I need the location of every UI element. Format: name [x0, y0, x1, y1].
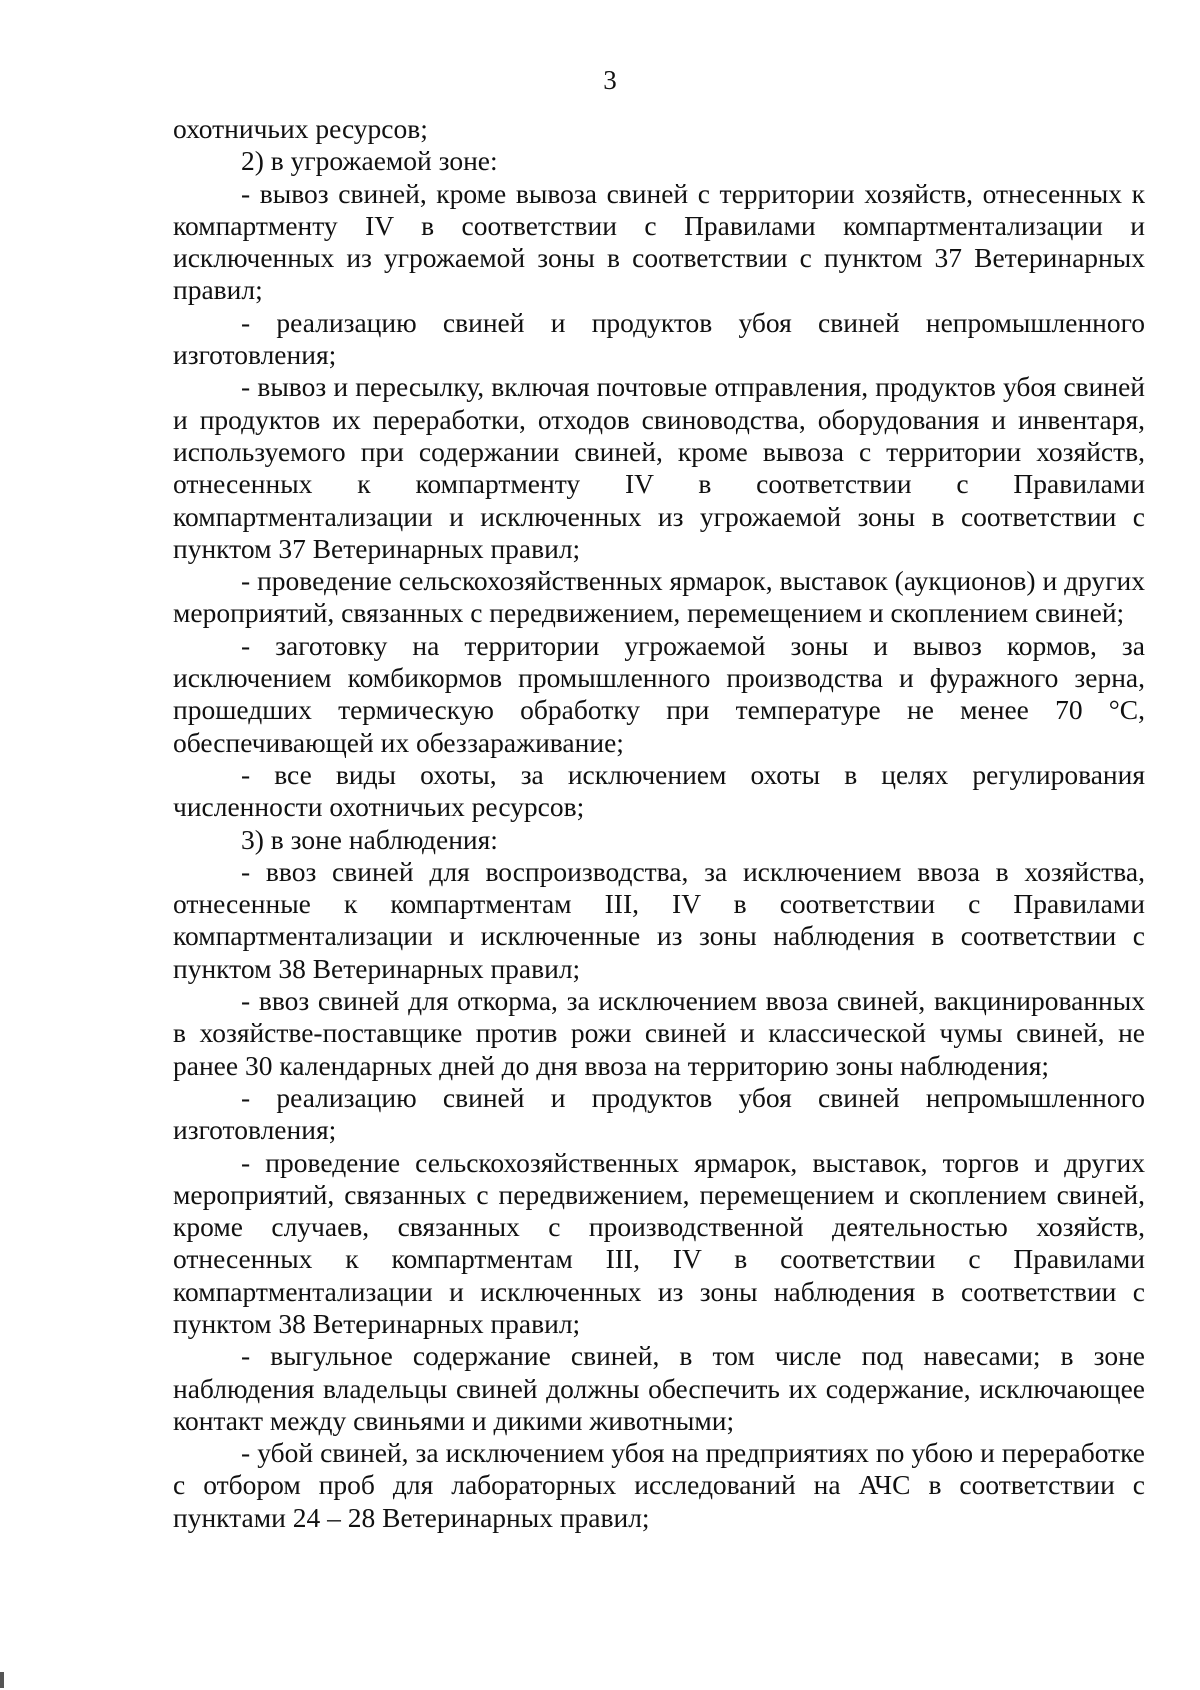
list-item: - выгульное содержание свиней, в том числе под навесами; в зоне наблюдения владельцы свиней должны обеспечить их содержание, исключающее контакт между свиньями и дикими животными; [173, 1340, 1145, 1436]
list-item: - заготовку на территории угрожаемой зоны и вывоз кормов, за исключением комбикормов промышленного производства и фуражного зерна, прошедших термическую обработку при температуре не менее 70 °C, обеспечивающей их обеззараживание; [173, 629, 1145, 758]
list-item: - ввоз свиней для воспроизводства, за исключением ввоза в хозяйства, отнесенные к компартментам III, IV в соответствии с Правилами компартментализации и исключенные из зоны наблюдения в соответствии с пунктом 38 Ветеринарных правил; [173, 855, 1145, 984]
list-item: - проведение сельскохозяйственных ярмарок, выставок, торгов и других мероприятий, связанных с передвижением, перемещением и скоплением свиней, кроме случаев, связанных с производственной деятельностью хозяйств, отнесенных к компартментам III, IV в соответствии с Правилами компартментализации и исключенных из зоны наблюдения в соответствии с пунктом 38 Ветеринарных правил; [173, 1146, 1145, 1339]
list-item: - реализацию свиней и продуктов убоя свиней непромышленного изготовления; [173, 1081, 1145, 1146]
list-item: - ввоз свиней для откорма, за исключением ввоза свиней, вакцинированных в хозяйстве-поставщике против рожи свиней и классической чумы свиней, не ранее 30 календарных дней до дня ввоза на территорию зоны наблюдения; [173, 985, 1145, 1081]
list-item: - убой свиней, за исключением убоя на предприятиях по убою и переработке с отбором проб для лабораторных исследований на АЧС в соответствии с пунктами 24 – 28 Ветеринарных правил; [173, 1437, 1145, 1533]
list-item: - вывоз и пересылку, включая почтовые отправления, продуктов убоя свиней и продуктов их переработки, отходов свиноводства, оборудования и инвентаря, используемого при содержании свиней, кроме вывоза с территории хозяйств, отнесенных к компартменту IV в соответствии с Правилами компартментализации и исключенных из угрожаемой зоны в соответствии с пунктом 37 Ветеринарных правил; [173, 371, 1145, 564]
page-number: 3 [603, 65, 617, 95]
section-heading-observation-zone: 3) в зоне наблюдения: [241, 823, 498, 855]
list-item: - вывоз свиней, кроме вывоза свиней с территории хозяйств, отнесенных к компартменту IV в соответствии с Правилами компартментализации и исключенных из угрожаемой зоны в соответствии с пунктом 37 Ветеринарных правил; [173, 177, 1145, 306]
scan-edge-mark [0, 1672, 4, 1688]
section-heading-threatened-zone: 2) в угрожаемой зоне: [241, 145, 498, 177]
list-item: - все виды охоты, за исключением охоты в целях регулирования численности охотничьих ресурсов; [173, 758, 1145, 823]
document-body [173, 113, 1145, 1534]
paragraph: охотничьих ресурсов; [173, 113, 428, 144]
list-item: - реализацию свиней и продуктов убоя свиней непромышленного изготовления; [173, 306, 1145, 371]
list-item: - проведение сельскохозяйственных ярмарок, выставок (аукционов) и других мероприятий, связанных с передвижением, перемещением и скоплением свиней; [173, 565, 1145, 629]
